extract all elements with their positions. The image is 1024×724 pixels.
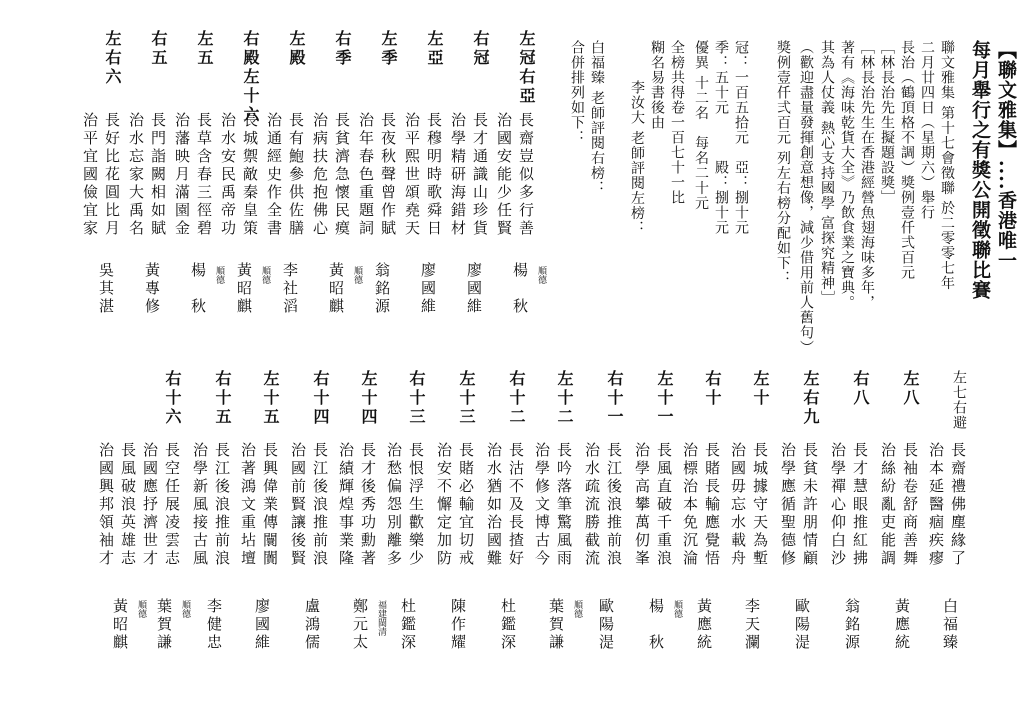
row-label: 右十	[703, 370, 722, 408]
author-name: 葉賀謙	[155, 598, 173, 652]
prize-line: 季：五十元 殿：捌十元	[713, 40, 729, 235]
author-name: 杜鑑深	[499, 598, 517, 652]
line-upper: 長賭必輸宜切戒	[457, 442, 475, 568]
line-upper: 長賭長輸應覺悟	[703, 442, 721, 568]
author-name: 李健忠	[205, 598, 223, 652]
row-label: 右十一	[605, 370, 624, 427]
title-column-2: 每月舉行之有獎公開徵聯比賽	[969, 40, 991, 300]
line-upper: 長吟落筆驚風雨	[555, 442, 573, 568]
row-label: 左亞	[425, 30, 444, 68]
line-lower: 治藩映月滿園金	[173, 112, 191, 238]
author-name: 黃昭麒	[235, 262, 253, 316]
author-name: 李社滔	[281, 262, 299, 316]
author-origin-note: 順德	[672, 600, 682, 618]
author-name: 黃應統	[893, 598, 911, 652]
row-label: 左八	[901, 370, 920, 408]
line-upper: 長江後浪推前浪	[605, 442, 623, 568]
line-lower: 治病扶危抱佛心	[311, 112, 329, 238]
author-name: 廖國維	[419, 262, 437, 316]
author-name: 歐陽湜	[793, 598, 811, 652]
author-origin-note: 順德	[352, 266, 362, 284]
line-upper: 長才後秀功勳著	[359, 442, 377, 568]
prize-line: 合併排列如下：	[569, 40, 585, 145]
row-label: 右季	[333, 30, 352, 68]
row-label: 左十三	[457, 370, 476, 427]
line-upper: 長城據守天為塹	[751, 442, 769, 568]
line-upper: 長好比花圓比月	[103, 112, 121, 238]
prize-line: 李汝大 老師評閱左榜：	[629, 80, 645, 236]
row-label: 右十三	[407, 370, 426, 427]
row-label: 左十二	[555, 370, 574, 427]
author-name: 歐陽湜	[597, 598, 615, 652]
line-upper: 長才慧眼推紅拂	[851, 442, 869, 568]
line-lower: 治通經史作全書	[265, 112, 283, 238]
author-name: 廖國維	[465, 262, 483, 316]
row-label: 左季	[379, 30, 398, 68]
row-label: 左十	[751, 370, 770, 408]
author-name: 廖國維	[253, 598, 271, 652]
row-label: 左十一	[655, 370, 674, 427]
line-upper: 長江後浪推前浪	[311, 442, 329, 568]
line-upper: 長齋豈似多行善	[517, 112, 535, 238]
line-lower: 治學修文博古今	[533, 442, 551, 568]
line-upper: 長風直破千重浪	[655, 442, 673, 568]
row-label: 右十二	[507, 370, 526, 427]
line-upper: 長夜秋聲曾作賦	[379, 112, 397, 238]
author-name: 李天瀾	[743, 598, 761, 652]
author-name: 黃昭麒	[327, 262, 345, 316]
info-line: 聯文雅集 第十七會徵聯 於二零零七年	[939, 40, 955, 291]
row-label: 右五	[149, 30, 168, 68]
author-name: 杜鑑深	[399, 598, 417, 652]
author-origin-note: 順德	[180, 600, 190, 618]
line-lower: 治國興邦領袖才	[97, 442, 115, 568]
author-origin-note: 順德	[136, 600, 146, 618]
author-name: 黃專修	[143, 262, 161, 316]
line-lower: 治著鴻文重坫壇	[239, 442, 257, 568]
line-lower: 治水安民禹帝功	[219, 112, 237, 238]
author-name: 楊 秋	[647, 598, 665, 652]
author-name: 鄭元太	[351, 598, 369, 652]
line-lower: 治水疏流勝截流	[583, 442, 601, 568]
author-name: 陳作耀	[449, 598, 467, 652]
line-lower: 治國毋忘水載舟	[729, 442, 747, 568]
line-lower: 治愁偏怨別離多	[385, 442, 403, 568]
info-line: ［林長治先生擬題設獎］	[879, 40, 895, 205]
author-name: 白福臻	[941, 598, 959, 652]
author-name: 葉賀謙	[547, 598, 565, 652]
author-name: 楊 秋	[511, 262, 529, 316]
prize-line: 全榜共得卷一百七十一比	[669, 40, 685, 205]
prize-line: 優異 十二名 每名二十元	[693, 40, 709, 211]
line-upper: 長門詣闕相如賦	[149, 112, 167, 238]
author-origin-note: 順德	[214, 266, 224, 284]
prize-line: 糊名易書後由	[649, 40, 665, 130]
author-name: 盧鴻儒	[303, 598, 321, 652]
line-upper: 長恨浮生歡樂少	[407, 442, 425, 568]
author-name: 楊 秋	[189, 262, 207, 316]
title-column-1: 【聯文雅集】....香港唯一	[995, 40, 1017, 271]
line-lower: 治學精研海錯材	[449, 112, 467, 238]
row-label: 左冠右亞	[517, 30, 536, 106]
line-lower: 治學高攀萬仞峯	[633, 442, 651, 568]
row-label: 右冠	[471, 30, 490, 68]
info-line: （歡迎盡量發揮創意想像，減少借用前人舊句）	[798, 40, 814, 355]
line-upper: 長穆明時歌舜日	[425, 112, 443, 238]
line-lower: 治絲紛亂吏能調	[879, 442, 897, 568]
line-lower: 治標治本免沉淪	[681, 442, 699, 568]
row-label: 右八	[851, 370, 870, 408]
author-name: 吳其湛	[97, 262, 115, 316]
author-name: 黃應統	[695, 598, 713, 652]
line-lower: 治國應抒濟世才	[141, 442, 159, 568]
row-label: 左右六	[103, 30, 122, 87]
author-origin-note: 福建閩清	[376, 600, 386, 636]
info-line: 其為人仗義 熱心支持國學 富探究精神］	[819, 40, 835, 306]
row-label: 右十五	[213, 370, 232, 427]
line-lower: 治平宜國儉宜家	[81, 112, 99, 238]
line-upper: 長才通識山珍貨	[471, 112, 489, 238]
prize-line: 冠：一百五拾元 亞：捌十元	[733, 40, 749, 235]
row-label: 左十五	[261, 370, 280, 427]
line-lower: 治學新風接古風	[191, 442, 209, 568]
line-lower: 治水猶如治國難	[485, 442, 503, 568]
line-lower: 治學應循聖德修	[779, 442, 797, 568]
line-lower: 治本延醫痼疾瘳	[927, 442, 945, 568]
author-name: 翁銘源	[373, 262, 391, 316]
line-lower: 治國安能少任賢	[495, 112, 513, 238]
row-label: 左殿	[287, 30, 306, 68]
info-line: 獎例壹仟弍百元 列左右榜分配如下：	[775, 40, 791, 286]
row-label: 右十六	[163, 370, 182, 427]
info-line: 長治（鶴頂格不調）獎例壹仟弍百元	[899, 40, 915, 280]
line-upper: 長貧未許朋情顧	[801, 442, 819, 568]
line-lower: 治水忘家大禹名	[127, 112, 145, 238]
line-lower: 治學禪心仰白沙	[829, 442, 847, 568]
row-label: 左五	[195, 30, 214, 68]
line-upper: 長齋禮佛塵緣了	[949, 442, 967, 568]
line-upper: 長貧濟急懷民瘼	[333, 112, 351, 238]
line-upper: 長興偉業傳闤闠	[261, 442, 279, 568]
author-origin-note: 順德	[260, 266, 270, 284]
line-lower: 治績輝煌事業隆	[337, 442, 355, 568]
row-label: 右十四	[311, 370, 330, 427]
row-label: 左右九	[801, 370, 820, 427]
info-line: 著有《海味乾貨大全》乃飲食業之寶典。	[839, 40, 855, 310]
line-upper: 長風破浪英雄志	[119, 442, 137, 568]
line-upper: 長袖卷舒商善舞	[901, 442, 919, 568]
line-upper: 長空任展凌雲志	[163, 442, 181, 568]
line-upper: 長草含春三徑碧	[195, 112, 213, 238]
row-label-small: 左七右避	[951, 370, 967, 430]
line-lower: 治平熙世頌堯天	[403, 112, 421, 238]
line-lower: 治年春色重題詞	[357, 112, 375, 238]
author-origin-note: 順德	[572, 600, 582, 618]
row-label: 右殿左十六	[241, 30, 260, 125]
prize-line: 白福臻 老師評閱右榜：	[589, 40, 605, 196]
info-line: 二月廿四日（星期六）舉行	[919, 40, 935, 220]
row-label: 左十四	[359, 370, 378, 427]
author-origin-note: 順德	[536, 266, 546, 284]
line-upper: 長沽不及長揸好	[507, 442, 525, 568]
line-lower: 治安不懈定加防	[435, 442, 453, 568]
line-upper: 長城禦敵秦皇策	[241, 112, 259, 238]
line-lower: 治國前賢讓後賢	[289, 442, 307, 568]
line-upper: 長江後浪推前浪	[213, 442, 231, 568]
author-name: 翁銘源	[843, 598, 861, 652]
line-upper: 長有鮑參供佐膳	[287, 112, 305, 238]
author-name: 黃昭麒	[111, 598, 129, 652]
info-line: ［林長治先生在香港經營魚翅海味多年，	[859, 40, 875, 310]
